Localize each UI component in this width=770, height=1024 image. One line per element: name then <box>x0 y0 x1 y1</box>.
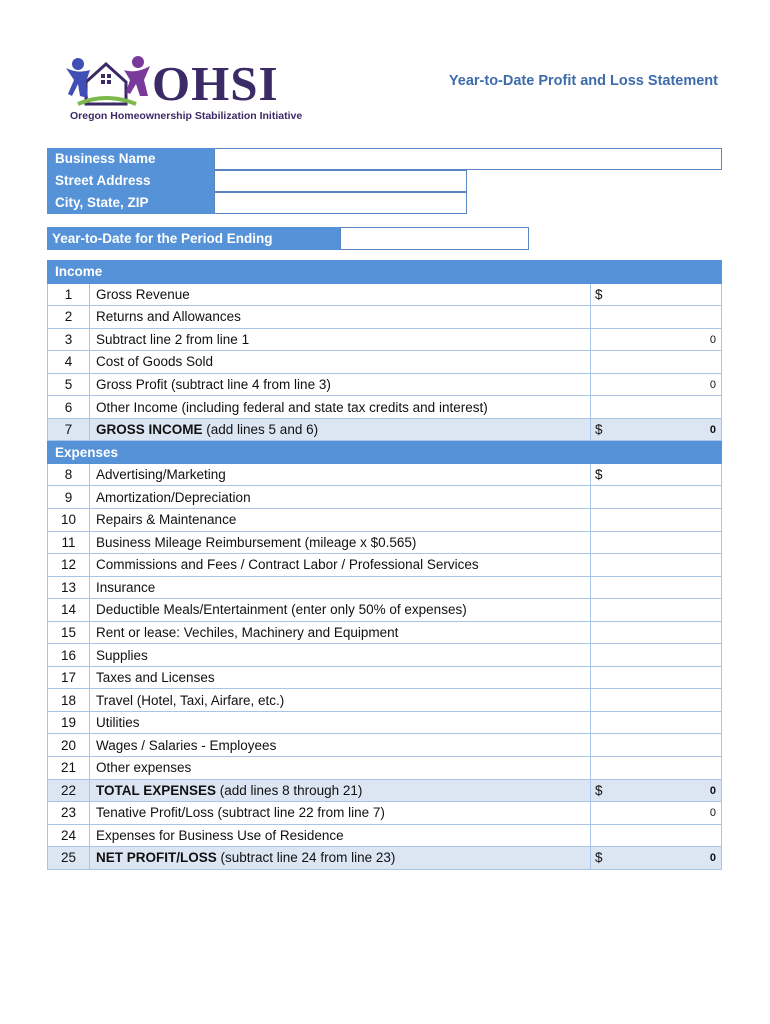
line-description-text: Commissions and Fees / Contract Labor / Professional Services <box>96 557 479 573</box>
line-number: 1 <box>48 283 90 306</box>
period-ending-field[interactable] <box>340 227 529 250</box>
line-description <box>90 599 591 622</box>
table-row <box>48 757 722 780</box>
line-number: 18 <box>48 689 90 712</box>
table-row <box>48 689 722 712</box>
amount-field[interactable] <box>591 373 722 396</box>
street-address-row <box>47 170 467 192</box>
line-description-text: Subtract line 2 from line 1 <box>96 331 250 347</box>
line-number: 17 <box>48 666 90 689</box>
line-description <box>90 802 591 825</box>
line-number: 13 <box>48 576 90 599</box>
line-description <box>90 666 591 689</box>
line-description-text: Other expenses <box>96 760 192 776</box>
line-description-text: Tenative Profit/Loss (subtract line 22 from line 7) <box>96 805 385 821</box>
line-number: 24 <box>48 824 90 847</box>
table-row <box>48 554 722 577</box>
business-name-field[interactable] <box>214 148 722 170</box>
amount-field[interactable] <box>591 576 722 599</box>
amount-field[interactable] <box>591 689 722 712</box>
line-number: 5 <box>48 373 90 396</box>
line-description-bold: GROSS INCOME <box>96 422 203 438</box>
table-row <box>48 666 722 689</box>
line-description-text: Wages / Salaries - Employees <box>96 737 277 753</box>
amount-field[interactable] <box>591 847 722 870</box>
line-description-text: Cost of Goods Sold <box>96 354 214 370</box>
line-description <box>90 486 591 509</box>
line-number: 4 <box>48 351 90 374</box>
line-description-text: Repairs & Maintenance <box>96 512 237 528</box>
business-name-row <box>47 148 722 170</box>
amount-field[interactable] <box>591 463 722 486</box>
line-description-text: Returns and Allowances <box>96 309 241 325</box>
table-row <box>48 599 722 622</box>
table-row <box>48 621 722 644</box>
line-number: 15 <box>48 621 90 644</box>
table-row <box>48 734 722 757</box>
page-title: Year-to-Date Profit and Loss Statement <box>448 73 718 89</box>
line-description <box>90 418 591 441</box>
table-row <box>48 847 722 870</box>
amount-field[interactable] <box>591 734 722 757</box>
line-description <box>90 396 591 419</box>
line-description <box>90 824 591 847</box>
amount-field[interactable] <box>591 599 722 622</box>
table-row <box>48 644 722 667</box>
line-description <box>90 283 591 306</box>
amount-field[interactable] <box>591 666 722 689</box>
income-section-label: Income <box>48 261 722 284</box>
house-figures-icon <box>66 56 150 104</box>
line-number: 6 <box>48 396 90 419</box>
line-description-text: Supplies <box>96 647 148 663</box>
table-row <box>48 486 722 509</box>
line-description <box>90 644 591 667</box>
line-description <box>90 351 591 374</box>
line-description <box>90 757 591 780</box>
income-section-header <box>48 261 722 284</box>
line-description-text: Gross Profit (subtract line 4 from line 3) <box>96 377 331 392</box>
line-number: 9 <box>48 486 90 509</box>
city-state-zip-field[interactable] <box>214 192 467 214</box>
business-name-label: Business Name <box>47 148 214 170</box>
amount-field[interactable] <box>591 802 722 825</box>
line-description <box>90 328 591 351</box>
line-number: 21 <box>48 757 90 780</box>
profit-loss-table <box>47 260 722 870</box>
amount-value: 0 <box>709 423 716 436</box>
line-description <box>90 847 591 870</box>
amount-field[interactable] <box>591 779 722 802</box>
table-row <box>48 509 722 532</box>
line-description-text: Deductible Meals/Entertainment (enter only 50% of expenses) <box>96 602 467 618</box>
table-row <box>48 711 722 734</box>
line-description <box>90 779 591 802</box>
line-description <box>90 531 591 554</box>
table-row <box>48 779 722 802</box>
table-row <box>48 283 722 306</box>
line-number: 3 <box>48 328 90 351</box>
line-description <box>90 734 591 757</box>
line-number: 10 <box>48 509 90 532</box>
amount-value: 0 <box>709 378 716 391</box>
table-row <box>48 531 722 554</box>
line-description-text: Expenses for Business Use of Residence <box>96 827 344 843</box>
table-row <box>48 802 722 825</box>
amount-field[interactable] <box>591 509 722 532</box>
line-description <box>90 689 591 712</box>
amount-field[interactable] <box>591 757 722 780</box>
expenses-section-label: Expenses <box>48 441 722 464</box>
line-description-text: Rent or lease: Vechiles, Machinery and Equipment <box>96 625 399 641</box>
dollar-sign: $ <box>595 466 603 482</box>
amount-value: 0 <box>709 784 716 797</box>
street-address-label: Street Address <box>47 170 214 192</box>
street-address-field[interactable] <box>214 170 467 192</box>
amount-field[interactable] <box>591 396 722 419</box>
city-state-zip-label: City, State, ZIP <box>47 192 214 214</box>
line-description-text: (add lines 8 through 21) <box>216 782 363 798</box>
amount-field[interactable] <box>591 711 722 734</box>
line-number: 25 <box>48 847 90 870</box>
amount-field[interactable] <box>591 621 722 644</box>
amount-value: 0 <box>709 807 716 820</box>
line-number: 20 <box>48 734 90 757</box>
line-description-text: (subtract line 24 from line 23) <box>216 850 396 866</box>
line-description <box>90 576 591 599</box>
table-body <box>48 261 722 870</box>
amount-value: 0 <box>709 333 716 346</box>
table-row <box>48 418 722 441</box>
dollar-sign: $ <box>595 850 603 866</box>
line-description-text: Taxes and Licenses <box>96 670 215 686</box>
line-number: 22 <box>48 779 90 802</box>
line-description-text: Utilities <box>96 715 140 731</box>
amount-field[interactable] <box>591 486 722 509</box>
line-number: 2 <box>48 306 90 329</box>
line-number: 7 <box>48 418 90 441</box>
line-number: 23 <box>48 802 90 825</box>
amount-field[interactable] <box>591 328 722 351</box>
table-row <box>48 328 722 351</box>
line-description-text: Gross Revenue <box>96 286 190 302</box>
amount-field[interactable] <box>591 306 722 329</box>
line-description <box>90 463 591 486</box>
line-description-text: (add lines 5 and 6) <box>202 422 319 438</box>
line-description <box>90 373 591 396</box>
line-description <box>90 554 591 577</box>
amount-field[interactable] <box>591 644 722 667</box>
table-row <box>48 576 722 599</box>
amount-value: 0 <box>709 852 716 865</box>
line-description-text: Advertising/Marketing <box>96 467 226 483</box>
table-row <box>48 824 722 847</box>
amount-field[interactable] <box>591 531 722 554</box>
table-row <box>48 351 722 374</box>
line-description-text: Business Mileage Reimbursement (mileage x $0.565) <box>96 534 417 550</box>
period-ending-label: Year-to-Date for the Period Ending <box>47 227 341 250</box>
amount-field[interactable] <box>591 418 722 441</box>
city-state-zip-row <box>47 192 467 214</box>
logo-text: OHSI <box>152 56 279 111</box>
line-number: 14 <box>48 599 90 622</box>
line-number: 19 <box>48 711 90 734</box>
expenses-section-header <box>48 441 722 464</box>
table-row <box>48 396 722 419</box>
line-number: 16 <box>48 644 90 667</box>
amount-field[interactable] <box>591 824 722 847</box>
table-row <box>48 373 722 396</box>
logo-subtitle: Oregon Homeownership Stabilization Initiative <box>70 110 303 122</box>
line-description-text: Amortization/Depreciation <box>96 489 251 505</box>
line-description-bold: TOTAL EXPENSES <box>96 782 217 798</box>
line-number: 12 <box>48 554 90 577</box>
dollar-sign: $ <box>595 782 603 798</box>
line-description-text: Travel (Hotel, Taxi, Airfare, etc.) <box>96 692 285 708</box>
line-number: 11 <box>48 531 90 554</box>
line-description <box>90 621 591 644</box>
line-description-text: Other Income (including federal and state tax credits and interest) <box>96 399 488 415</box>
table-row <box>48 463 722 486</box>
line-description-bold: NET PROFIT/LOSS <box>96 850 217 866</box>
amount-field[interactable] <box>591 554 722 577</box>
dollar-sign: $ <box>595 286 603 302</box>
line-number: 8 <box>48 463 90 486</box>
line-description <box>90 509 591 532</box>
dollar-sign: $ <box>595 421 603 437</box>
amount-field[interactable] <box>591 351 722 374</box>
line-description-text: Insurance <box>96 579 156 595</box>
line-description <box>90 711 591 734</box>
line-description <box>90 306 591 329</box>
amount-field[interactable] <box>591 283 722 306</box>
table-row <box>48 306 722 329</box>
